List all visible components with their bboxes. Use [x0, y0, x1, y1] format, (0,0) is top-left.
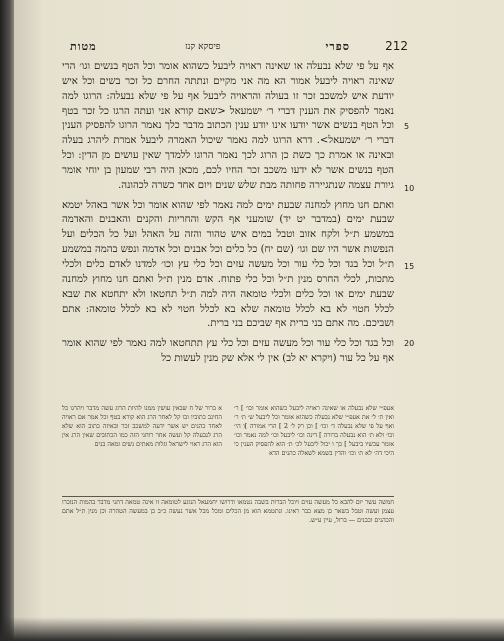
main-text [62, 60, 394, 367]
line-number: 10 [404, 184, 415, 193]
textual-apparatus [62, 404, 394, 494]
book-title: ספרי [325, 40, 350, 53]
parasha-title: מטות [70, 40, 97, 53]
divider [62, 496, 394, 497]
footnotes [62, 498, 394, 558]
previous-page-edge [0, 0, 14, 641]
paragraph: וכל בגד וכל כלי עור וכל מעשה עזים וכל כלי עץ תתחטאו למה נאמר לפי שהוא אומר אף על כל עור (ויקרא יא לב) אין לי אלא שק מנין לעשות כל [62, 338, 394, 365]
scan-bottom-edge [0, 617, 504, 641]
page-number: 212 [385, 39, 408, 53]
line-number: 15 [404, 262, 415, 271]
line-number: 5 [404, 122, 410, 131]
apparatus-column-right: אעפ״י שלא נבעלה או שאינה ראויה ליבעל כשהוא אומר וכו׳ ] ר׳ ואין ת׳ ל׳ את אעפ״י שלא נבעלה כשהוא אומר וכל ליבעל ש׳ ת׳ ר׳ ואף על פי שלא נבעלה ד׳ וכו׳ ] וכן רק ל׳ 2 ] הרי אמורה ]ו הי׳ וכו׳ ולא ת׳ הוא נבעלה ברורה ] דינה וכו׳ ליבעל וכו׳ למה נאמר וכו׳ אומר עכשיו ביבעל ] כך ו יכול ליבעל לכ׳ ת׳ הוא להפסיק הענין כי היכי דה׳ לא ת׳ וכו׳ והדין בשמא לשאלה כהנים הדא [234, 405, 394, 458]
paragraph: אף על פי שלא נבעלה או שאינה ראויה ליבעל כשהוא אומר וכל הטף בנשים וגו׳ הרי שאינה ראויה ליבעל אמור הא מה אני מקיים ונתתה החרם כל זכר בשים וכל איש יודעת איש למשכב זכר זו בעולה והראויה ליבעל אף על פי שלא נבעלה: הרוגו למה נאמר להפסיק את הענין דברי ר׳ ישמעאל <שאם קורא אני ועתה הרגו כל זכר בטף וכל הטף בנשים אשר יודעו אינו יודע ענין הכתוב מדבר כלך נאמר הרוגו להפסיק הענין דברי ר׳ ישמעאל>. דרא הרוגו למה נאמר שיכול האמרה ליבעל אמרת ליהרג בעלה ובאינה או אמרת כך כשת כן הרוג לכך נאמר הרוגו ללמדך שאין עושים מן הדין: וכל הטף בנשים אשר לא ידעו משכב זכר החיו לכם, מכאן היה רבי שמעון בן יוחי אומר גיורת עצמה שנתגיירה פחותה מבת שלש שנים ויום אחד כשרה לכהונה. [62, 61, 394, 191]
footnote-text: חמשה עשר יום להבא כל מעשה עזים ויוכל הברות בשבה נטמאו ודרושו יחמעאל הנוגע לטומאה זו אינה טמאה דתני מדבר בהמות הנזכרו עצמן ועשה וטבל בשאר כן מצא כבר ראינו. ונתטמא הוא מן הכלים ומכל מכל אשר נעשה כ״ב כן במעשה הטהרה וכן מנין ת״ל אתם והכהנים וכבנים — ברזל, עיין ע״ש. [62, 499, 394, 525]
paragraph: ואתם חנו מחוץ למחנה שבעת ימים למה נאמר לפי שהוא אומר וכל אשר באהל יטמא שבעת ימים (במדבר יט יד) שומעני אף הקש והחריות והקנים והאבנים והאדמה במשמע ת״ל ולקח אזוב וטבל במים איש טהור והזה על האהל ועל כל הכלים ועל הנפשות אשר היו שם וגו׳ (שם יח) כל כלים וכל אבנים וכל אדמה ונפש בהמה במשמע ת״ל וכל בגד וכל כלי עור וכל מעשה עזים וכל כלי עץ וכו׳ למדנו לאדם כלים ולכלי מתכות, לכלי החרס מנין ת״ל וכל כלי פתוח. אדם מנין ת״ל ואתם חנו מחוץ למחנה שבעת ימים או וכל כלים ולכלי טומאה היה למה ת״ל תחטאו ולא יתחטא את שבא לכלל חטוי לא בא לכלל טומאה שלא בא לכלל חטוי לא בא לכלל טומאה: אתם ושביכם. מה אתם בני ברית אף שביכם בני ברית. [62, 199, 394, 330]
apparatus-column-left: א ברור של ח שבאין עושין ממנו להיות הרוג עשה מדבר ויהרגו כל החינב כתוביו ובו קל לאחר הרג הוא קורא בטף וכל אמר אם ראויה לאחד כהנים יש אשר ידעה למשכב זכר ובאיזה כתוב הוא שלא הרג לנבעלה קל ועשה אחר רוחני הזה כמו הכתובים שאין הרג אין הוא הרג ראוי לישראל וגלות מאתים נשים ומאה בנים [62, 405, 222, 449]
section-label: פיסקא קנז [185, 42, 221, 52]
running-header [70, 39, 408, 58]
line-number: 20 [404, 339, 415, 348]
